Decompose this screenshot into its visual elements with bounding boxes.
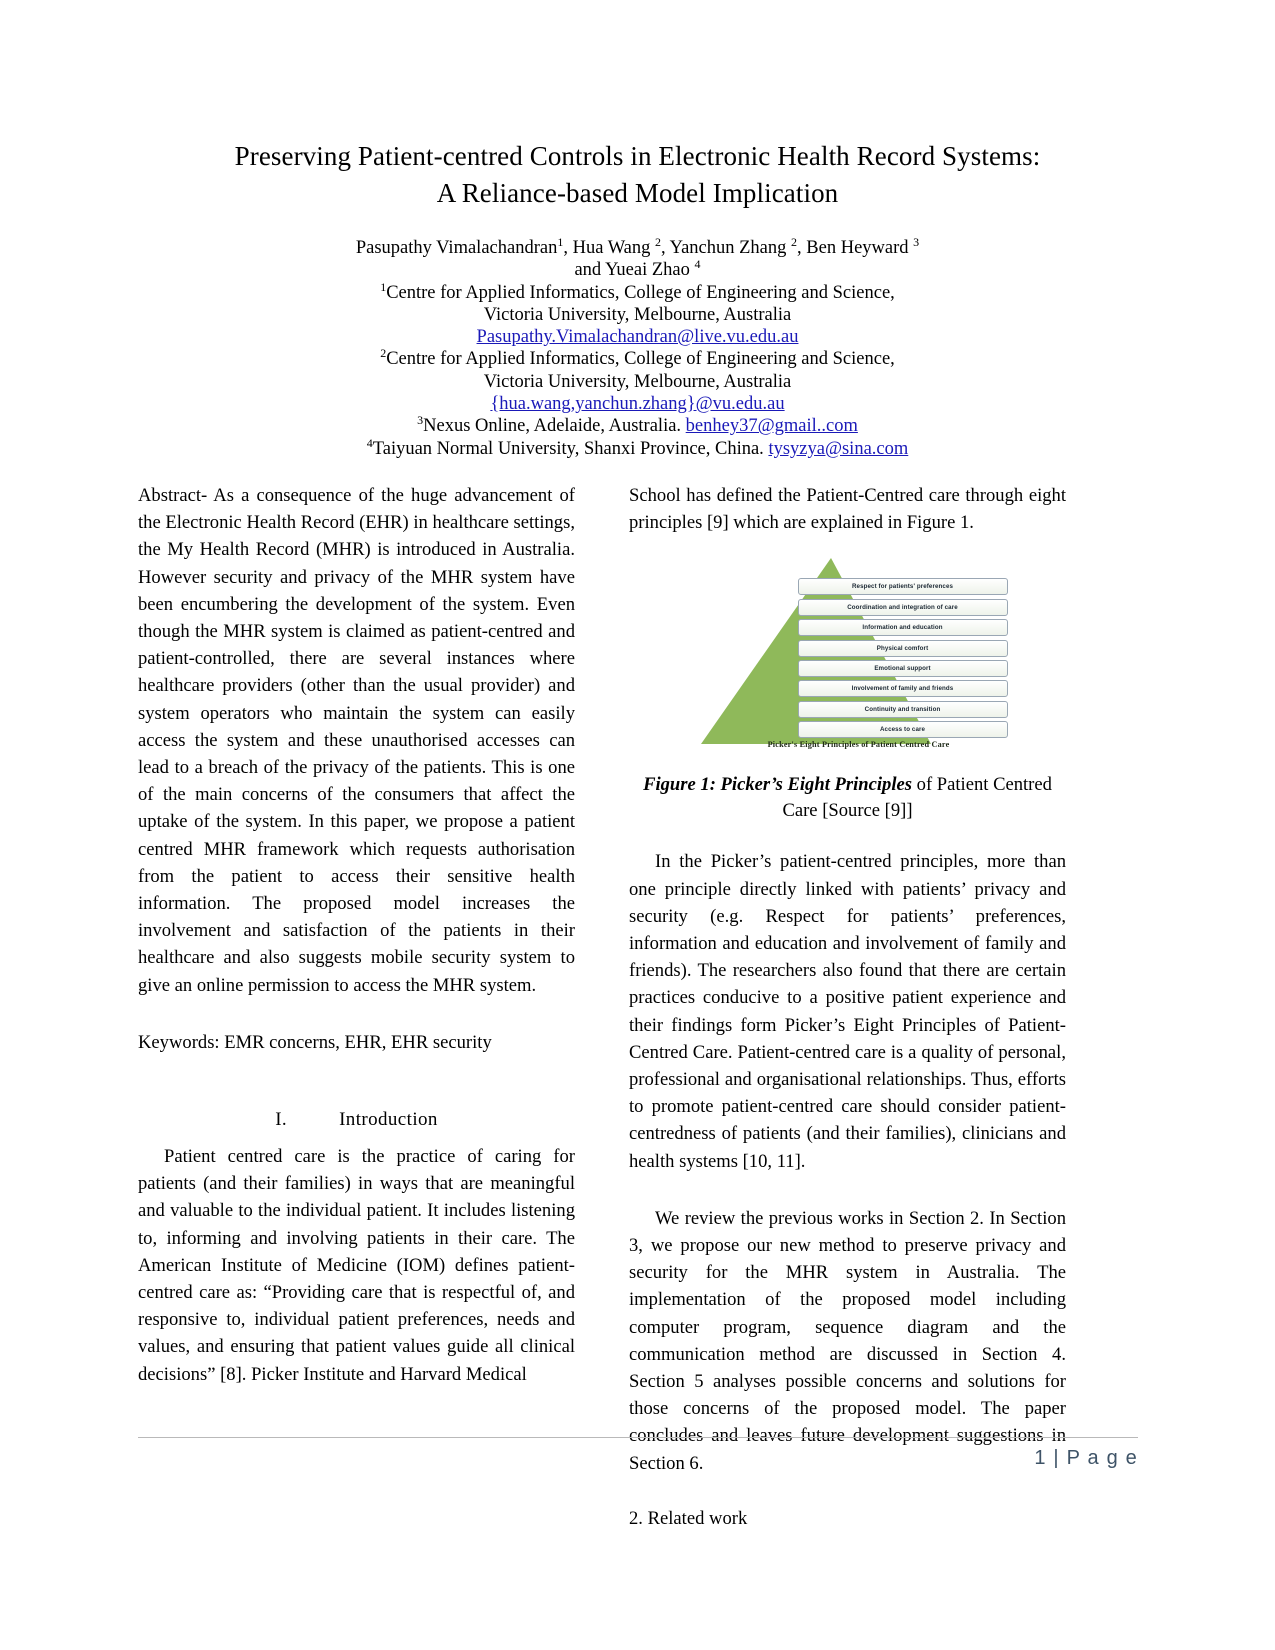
pyramid-base-label: Picker's Eight Principles of Patient Centred Care — [767, 740, 950, 750]
keywords-line: Keywords: EMR concerns, EHR, EHR security — [138, 1031, 492, 1053]
principle-item-7: Continuity and transition — [798, 701, 1008, 718]
principle-item-4: Physical comfort — [798, 640, 1008, 657]
affiliation-sup-4: 4 — [366, 435, 373, 450]
author-name-1: Pasupathy Vimalachandran — [355, 238, 558, 258]
affiliation-sup-2: 2 — [380, 346, 387, 361]
left-column — [138, 482, 575, 1532]
figure-caption-bold: Figure 1: Picker’s Eight Principles — [643, 774, 917, 796]
figure-1 — [629, 558, 1066, 824]
figure-1-caption — [643, 772, 1053, 824]
affiliation-2-email — [188, 393, 1088, 415]
authors-block — [188, 212, 1088, 460]
affiliation-3-line — [188, 415, 1088, 437]
right-column — [629, 482, 1066, 1532]
body-columns — [138, 482, 1138, 1532]
principle-item-5: Emotional support — [798, 660, 1008, 677]
affiliation-text-1: Centre for Applied Informatics, College of Engineering and Science, — [386, 282, 895, 303]
affiliation-text-2: Centre for Applied Informatics, College of Engineering and Science, — [386, 349, 895, 370]
author-sup-5: 4 — [694, 257, 701, 272]
abstract-paragraph: Abstract- As a consequence of the huge advancement of the Electronic Health Record (EHR) in healthcare settings, the My Health Record (MHR) is introduced in Australia. However security and privacy of the MHR system have been encumbering the development of the system. Even though the MHR system is claimed as patient-centred and patient-controlled, there are several instances where healthcare providers (other than the usual provider) and system operators who maintain the system can easily access the system and these unauthorised accesses can lead to a breach of the privacy of the patients. This is one of the main concerns of the consumers that affect the uptake of the system. In this paper, we propose a patient centred MHR framework which requests authorisation from the patient to access their sensitive health information. The proposed model increases the involvement and satisfaction of the patients in their healthcare and also suggests mobile security system to give an online permission to access the MHR system. — [138, 485, 575, 996]
email-link-4[interactable]: tysyzya@sina.com — [768, 438, 909, 459]
author-sup-1: 1 — [557, 234, 564, 249]
title-line-2: A Reliance-based Model Implication — [436, 178, 839, 208]
affiliation-2-line-2: Victoria University, Melbourne, Australia — [483, 371, 792, 392]
affiliation-sup-1: 1 — [380, 279, 387, 294]
section-title: Introduction — [339, 1109, 438, 1131]
principle-item-3: Information and education — [798, 619, 1008, 636]
continuation-paragraph: School has defined the Patient-Centred care through eight principles [9] which are explained in Figure 1. — [629, 485, 1066, 534]
author-sup-2: 2 — [655, 234, 662, 249]
section-heading-related-work: 2. Related work — [629, 1507, 748, 1529]
author-sep-2: , Yanchun Zhang — [661, 238, 792, 258]
email-link-3[interactable]: benhey37@gmail..com — [685, 416, 858, 437]
pyramid-diagram — [683, 558, 1013, 758]
affiliation-2-line-1 — [188, 348, 1088, 370]
email-link-1[interactable]: Pasupathy.Vimalachandran@live.vu.edu.au — [476, 327, 799, 348]
author-line-1 — [188, 234, 1088, 259]
author-sup-3: 2 — [791, 234, 798, 249]
page-number: 1 | P a g e — [1034, 1447, 1138, 1469]
email-link-2[interactable]: {hua.wang,yanchun.zhang}@vu.edu.au — [490, 394, 785, 415]
introduction-paragraph: Patient centred care is the practice of caring for patients (and their families) in ways that are meaningful and valuable to the individual patient. It includes listening to, informing and involving patients in their care. The American Institute of Medicine (IOM) defines patient-centred care as: “Providing care that is respectful of, and responsive to, individual patient preferences, needs and values, and ensuring that patient values guide all clinical decisions” [8]. Picker Institute and Harvard Medical — [138, 1146, 575, 1385]
author-sup-4: 3 — [913, 234, 920, 249]
affiliation-1-email — [188, 326, 1088, 348]
author-sep-1: , Hua Wang — [563, 238, 656, 258]
affiliation-1-line-2: Victoria University, Melbourne, Australia — [483, 304, 792, 325]
section-heading-introduction — [138, 1106, 575, 1133]
page-footer — [138, 1437, 1138, 1470]
section-number: I. — [275, 1109, 288, 1131]
principles-list — [798, 578, 1008, 738]
author-sep-3: , Ben Heyward — [797, 238, 914, 258]
page-title — [138, 0, 1138, 212]
figure-caption-rest: of Patient Centred Care [Source [9]] — [782, 774, 1052, 822]
author-line-2 — [188, 259, 1088, 281]
affiliation-text-3: Nexus Online, Adelaide, Australia. — [423, 416, 686, 437]
principle-item-6: Involvement of family and friends — [798, 680, 1008, 697]
principle-item-1: Respect for patients' preferences — [798, 578, 1008, 595]
principle-item-8: Access to care — [798, 721, 1008, 738]
affiliation-1-line-1 — [188, 279, 1088, 304]
title-line-1: Preserving Patient-centred Controls in Electronic Health Record Systems: — [234, 141, 1041, 171]
review-paragraph: We review the previous works in Section 2. In Section 3, we propose our new method to preserve privacy and security for the MHR system in Australia. The implementation of the proposed model including computer program, sequence diagram and the communication method are discussed in Section 4. Section 5 analyses possible concerns and solutions for those concerns of the proposed model. The paper concludes and leaves future development suggestions in Section 6. — [629, 1207, 1066, 1474]
affiliation-text-4: Taiyuan Normal University, Shanxi Province, China. — [372, 438, 769, 459]
picker-principles-paragraph: In the Picker’s patient-centred principles, more than one principle directly linked with patients’ privacy and security (e.g. Respect for patients’ preferences, information and education and involvement of family and friends). The researchers also found that there are certain practices conducive to a positive patient experience and their findings form Picker’s Eight Principles of Patient-Centred Care. Patient-centred care is a quality of personal, professional and organisational relationships. Thus, efforts to promote patient-centred care should consider patient-centredness of patients (and their families), clinicians and health systems [10, 11]. — [629, 851, 1066, 1172]
affiliation-sup-3: 3 — [417, 413, 424, 428]
author-name-5: and Yueai Zhao — [574, 260, 695, 281]
affiliation-4-line — [188, 435, 1088, 460]
principle-item-2: Coordination and integration of care — [798, 599, 1008, 616]
